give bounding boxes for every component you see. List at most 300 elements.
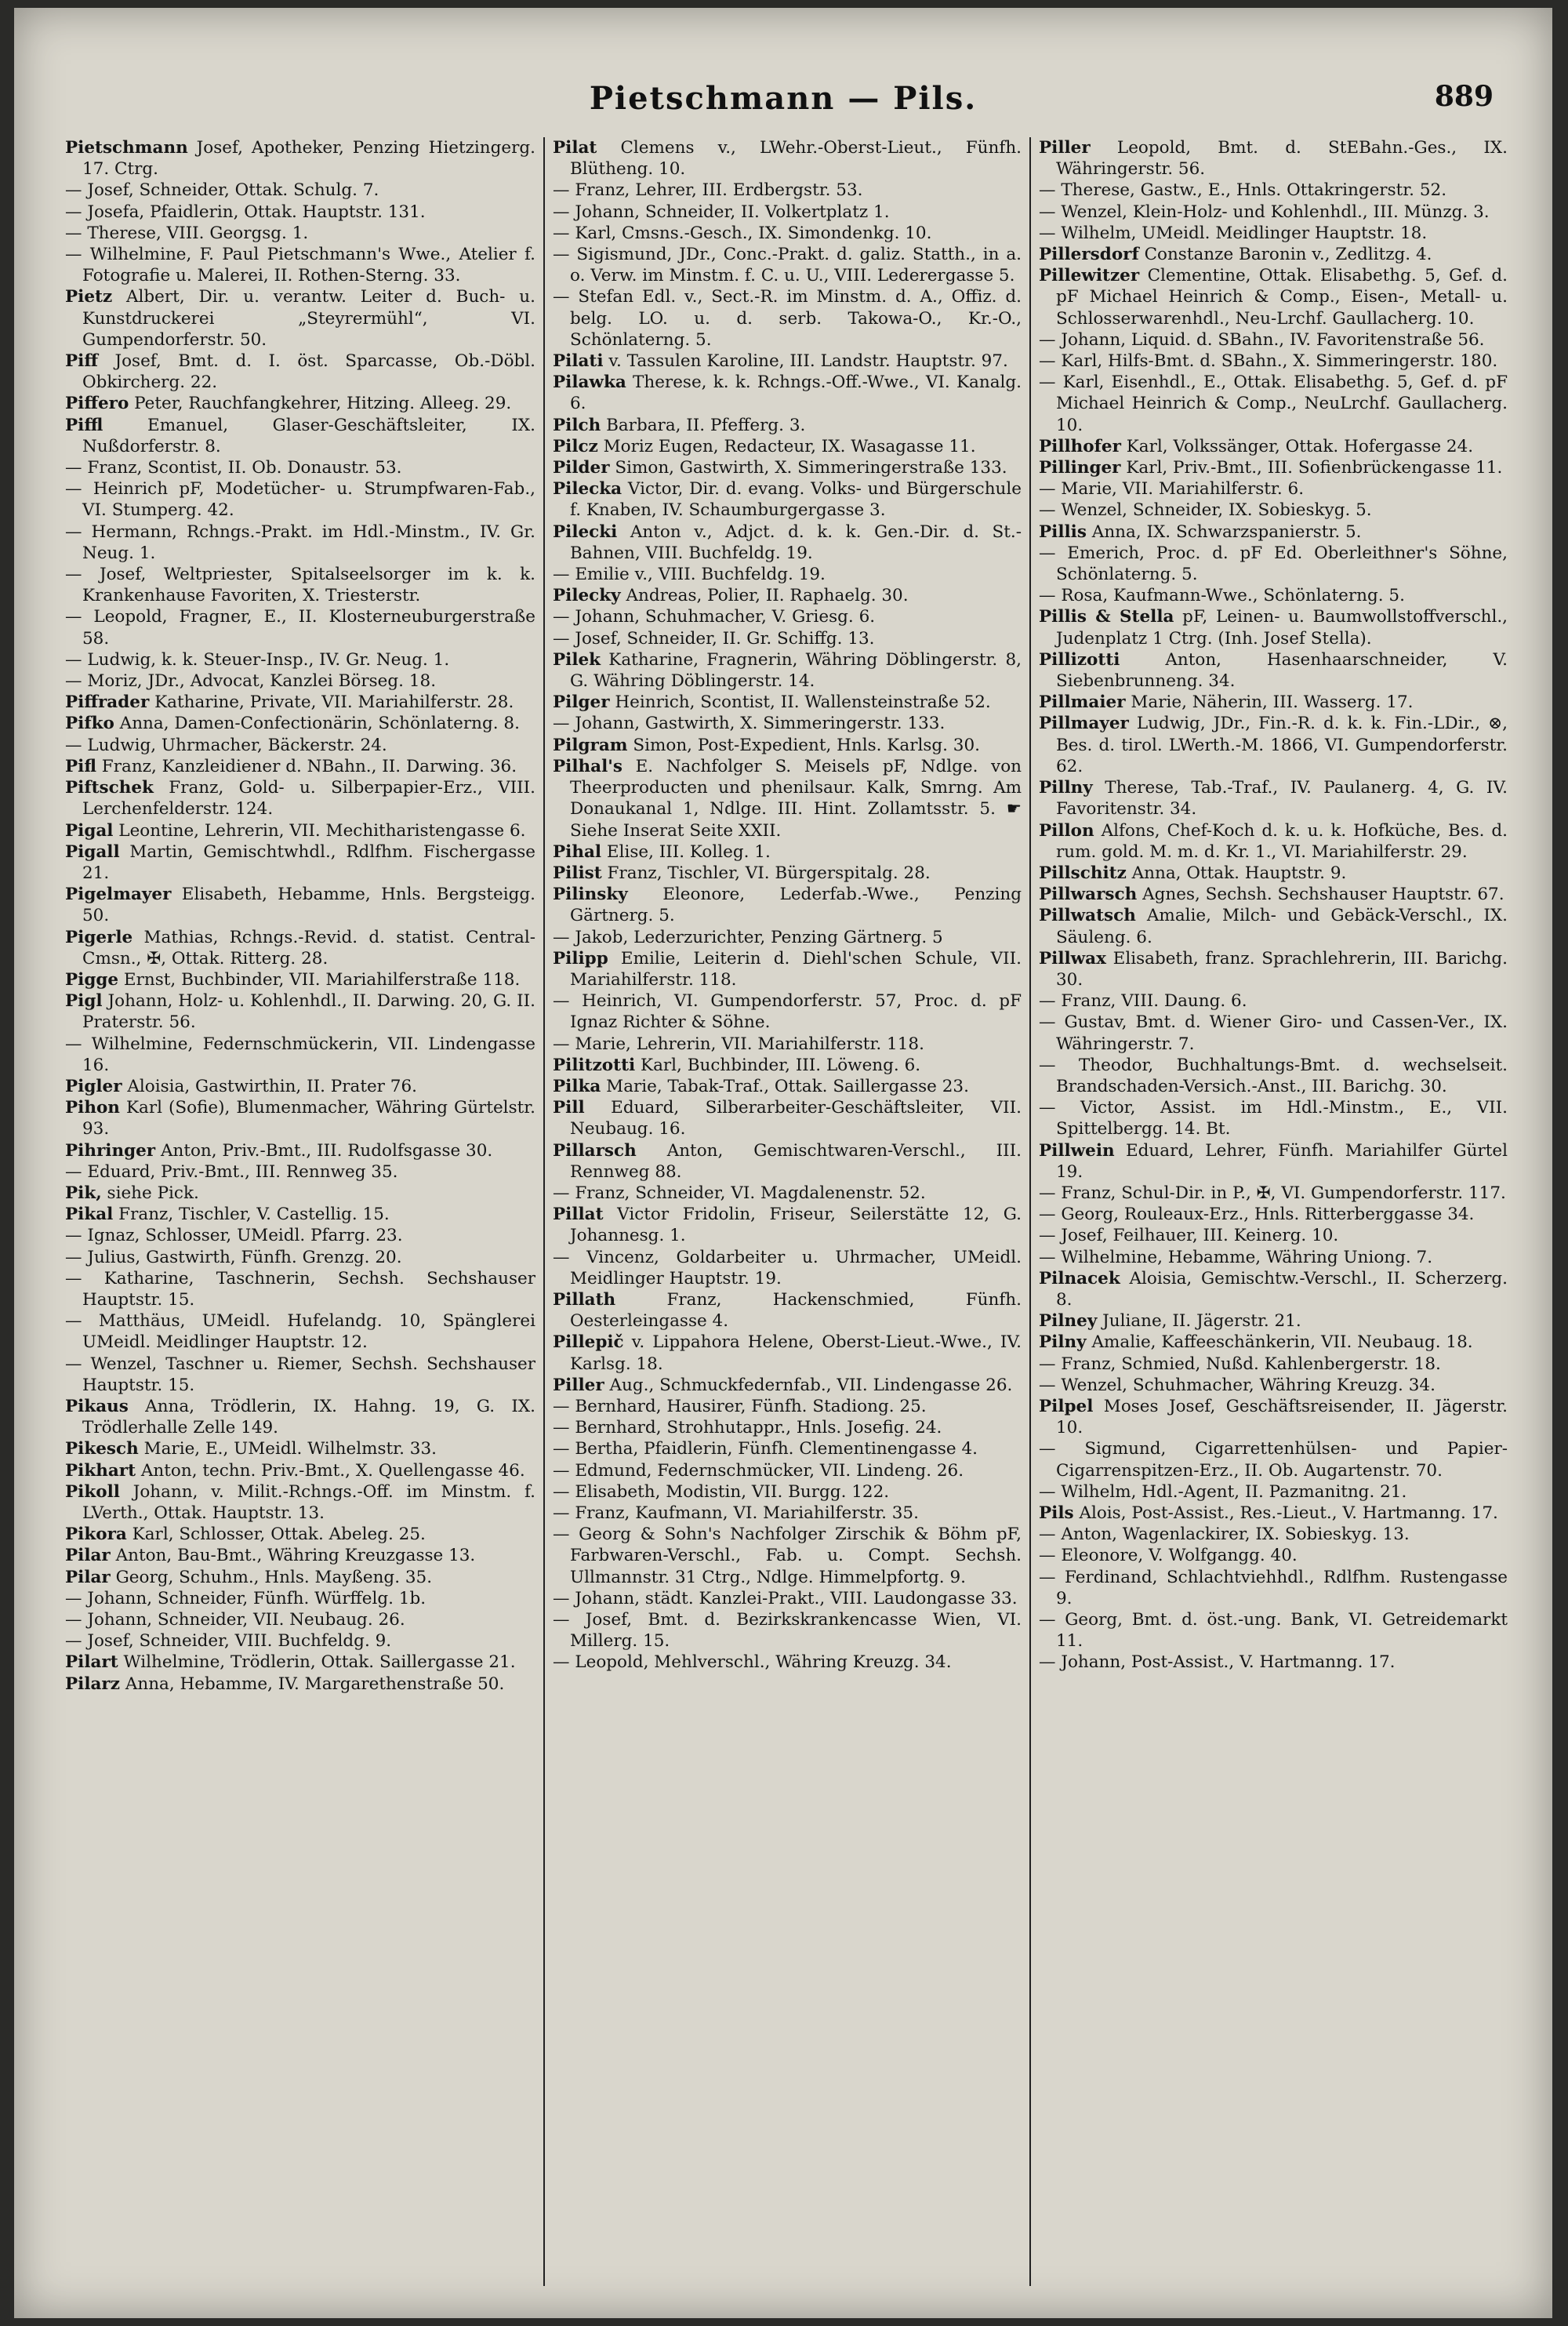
entry-details: Karl, Volkssänger, Ottak. Hofergasse 24. [1120,436,1474,456]
directory-entry [553,202,1022,223]
entry-surname: Pillwarsch [1039,885,1138,905]
entry-details: — Georg, Bmt. d. öst.-ung. Bank, VI. Getreidemarkt 11. [1039,1610,1508,1652]
directory-entry [1039,1503,1508,1524]
entry-surname: Pilist [553,863,602,883]
entry-surname: Pilecki [553,522,618,542]
directory-entry [553,735,1022,756]
entry-details: Clemens v., LWehr.-Oberst-Lieut., Fünfh. Blütheng. 10. [570,138,1022,180]
entry-details: — Edmund, Federnschmücker, VII. Lindeng. 26. [553,1460,964,1481]
entry-details: Josef, Apotheker, Penzing Hietzingerg. 17. Ctrg. [82,138,535,180]
entry-details: Constanze Baronin v., Zedlitzg. 4. [1138,245,1432,265]
directory-entry [1039,1567,1508,1609]
directory-entry [65,478,535,521]
directory-entry [1039,948,1508,990]
directory-entry [553,1503,1022,1524]
entry-details: — Johann, Schuhmacher, V. Griesg. 6. [553,607,876,627]
entry-details: — Johann, Gastwirth, X. Simmeringerstr. 133. [553,714,946,734]
directory-entry [553,223,1022,244]
entry-surname: Pilney [1039,1311,1098,1332]
directory-entry [65,457,535,478]
entry-details: — Wilhelmine, Federnschmückerin, VII. Lindengasse 16. [65,1034,535,1075]
directory-entry [65,1588,535,1609]
entry-details: — Bernhard, Strohhutappr., Hnls. Josefig. 24. [553,1418,942,1438]
directory-entry [65,756,535,777]
directory-entry [553,372,1022,414]
entry-details: Barbara, II. Pfefferg. 3. [601,415,806,435]
entry-details: Franz, Hackenschmied, Fünfh. Oesterleingasse 4. [570,1289,1022,1332]
entry-details: — Ignaz, Schlosser, UMeidl. Pfarrg. 23. [65,1226,403,1246]
entry-details: — Eleonore, V. Wolfgangg. 40. [1039,1546,1298,1566]
entry-surname: Pilhal's [553,756,622,776]
entry-surname: Pillepič [553,1332,624,1353]
directory-entry [65,1545,535,1566]
entry-details: — Wenzel, Taschner u. Riemer, Sechsh. Sechshauser Hauptstr. 15. [65,1354,535,1395]
directory-entry [1039,820,1508,863]
directory-entry [65,522,535,564]
directory-entry [65,1652,535,1673]
directory-entry [553,1204,1022,1246]
entry-details: — Therese, Gastw., E., Hnls. Ottakringerstr. 52. [1039,180,1447,201]
entry-details: Franz, Tischler, VI. Bürgerspitalg. 28. [601,863,931,883]
entry-surname: Pils [1039,1503,1074,1523]
entry-details: — Anton, Wagenlackirer, IX. Sobieskyg. 13. [1039,1525,1410,1545]
entry-surname: Pilar [65,1567,111,1587]
entry-details: — Leopold, Fragner, E., II. Klosterneuburgerstraße 58. [65,607,535,649]
entry-details: — Wilhelm, UMeidl. Meidlinger Hauptstr. 18. [1039,223,1428,243]
directory-entry [65,202,535,223]
directory-entry [1039,1545,1508,1566]
entry-surname: Pilek [553,649,601,670]
entry-details: Anton, techn. Priv.-Bmt., X. Quellengasse 46. [136,1460,525,1481]
entry-surname: Pillis [1039,522,1087,542]
entry-details: — Leopold, Mehlverschl., Währing Kreuzg. 34. [553,1652,952,1673]
directory-entry [65,1247,535,1268]
entry-surname: Pilawka [553,373,626,393]
entry-surname: Pikoll [65,1481,120,1502]
entry-details: Anton, Gemischtwaren-Verschl., III. Rennweg 88. [570,1140,1022,1182]
directory-entry [553,1097,1022,1139]
entry-surname: Pilch [553,415,601,435]
entry-details: Franz, Gold- u. Silberpapier-Erz., VIII. Lerchenfelderstr. 124. [82,778,535,820]
entry-surname: Piller [1039,138,1091,158]
entry-details: — Josef, Schneider, II. Gr. Schiffg. 13. [553,628,875,649]
directory-entry [1039,372,1508,436]
entry-surname: Pillersdorf [1039,245,1139,265]
directory-entry [65,969,535,990]
entry-details: Leopold, Bmt. d. StEBahn.-Ges., IX. Währingerstr. 56. [1056,138,1508,180]
entry-details: pF, Leinen- u. Baumwollstoffverschl., Judenplatz 1 Ctrg. (Inh. Josef Stella). [1056,607,1508,649]
directory-entry [65,1481,535,1524]
entry-details: — Wenzel, Schneider, IX. Sobieskyg. 5. [1039,500,1372,521]
directory-entry [65,927,535,969]
entry-details: — Karl, Cmsns.-Gesch., IX. Simondenkg. 10. [553,223,932,243]
directory-entry [65,244,535,286]
entry-details: — Franz, Lehrer, III. Erdbergstr. 53. [553,180,863,201]
page-number: 889 [1434,80,1494,113]
entry-details: — Therese, VIII. Georgsg. 1. [65,223,309,243]
entry-details: Aug., Schmuckfedernfab., VII. Lindengasse 26. [604,1375,1013,1395]
directory-entry [1039,1310,1508,1332]
directory-entry [65,671,535,692]
entry-details: Eduard, Silberarbeiter-Geschäftsleiter, VII. Neubaug. 16. [570,1098,1022,1139]
entry-details: Johann, Holz- u. Kohlenhdl., II. Darwing. 20, G. II. Praterstr. 56. [82,991,535,1033]
directory-entry [65,1609,535,1630]
page-header [14,80,1552,127]
entry-details: Katharine, Fragnerin, Währing Döblingerstr. 8, G. Währing Döblingerstr. 14. [570,649,1022,692]
directory-entry [65,1097,535,1139]
directory-entry [553,1034,1022,1055]
entry-surname: Pilarz [65,1674,120,1694]
directory-entry [65,841,535,884]
directory-entry [65,1183,535,1204]
directory-entry [65,1204,535,1225]
entry-details: — Wenzel, Klein-Holz- und Kohlenhdl., III. Münzg. 3. [1039,202,1490,222]
entry-details: — Moriz, JDr., Advocat, Kanzlei Börseg. 18. [65,671,437,692]
entry-surname: Pikaus [65,1396,129,1416]
entry-details: Juliane, II. Jägerstr. 21. [1097,1311,1301,1332]
directory-entry [1039,884,1508,905]
directory-entry [1039,1268,1508,1310]
entry-surname: Pietschmann [65,138,188,158]
entry-details: — Emilie v., VIII. Buchfeldg. 19. [553,565,826,585]
entry-details: Elisabeth, franz. Sprachlehrerin, III. Barichg. 30. [1056,948,1508,990]
directory-entry [65,137,535,180]
directory-entry [65,1438,535,1459]
directory-entry [65,735,535,756]
directory-entry [553,628,1022,649]
entry-details: Karl, Schlosser, Ottak. Abeleg. 25. [126,1525,426,1545]
entry-details: — Jakob, Lederzurichter, Penzing Gärtnerg. 5 [553,927,943,947]
directory-entry [553,1247,1022,1289]
directory-entry [1039,1055,1508,1097]
entry-surname: Pilinsky [553,885,628,905]
entry-details: Elise, III. Kolleg. 1. [601,841,771,862]
entry-details: — Marie, Lehrerin, VII. Mariahilferstr. 118. [553,1034,924,1054]
entry-details: Anton, Hasenhaarschneider, V. Siebenbrunneng. 34. [1056,649,1508,692]
entry-surname: Pigge [65,969,119,990]
directory-entry [65,180,535,201]
entry-details: v. Lippahora Helene, Oberst-Lieut.-Wwe., IV. Karlsg. 18. [570,1332,1022,1374]
entry-surname: Pietz [65,287,113,307]
entry-details: Marie, Tabak-Traf., Ottak. Saillergasse 23. [601,1076,969,1096]
directory-entry [553,564,1022,585]
directory-entry [1039,265,1508,329]
entry-details: Anna, Ottak. Hauptstr. 9. [1126,863,1347,883]
directory-entry [553,713,1022,734]
entry-details: — Josef, Weltpriester, Spitalseelsorger im k. k. Krankenhause Favoriten, X. Triesterstr. [65,565,535,606]
entry-surname: Pigelmayer [65,885,172,905]
directory-entry [1039,436,1508,457]
entry-details: — Georg, Rouleaux-Erz., Hnls. Ritterberggasse 34. [1039,1205,1475,1225]
directory-entry [553,1588,1022,1609]
entry-details: — Sigmund, Cigarrettenhülsen- und Papier-Cigarrenspitzen-Erz., II. Ob. Augartenstr. 70. [1039,1439,1508,1481]
directory-entry [65,777,535,820]
directory-entry [65,1161,535,1183]
entry-details: Amalie, Kaffeeschänkerin, VII. Neubaug. 18. [1086,1332,1473,1353]
entry-surname: Pillon [1039,820,1094,841]
entry-details: — Josef, Schneider, Ottak. Schulg. 7. [65,180,379,201]
entry-surname: Pilgram [553,735,628,755]
directory-entry [1039,585,1508,606]
directory-entry [553,585,1022,606]
entry-surname: Pilart [65,1652,118,1673]
entry-details: Moses Josef, Geschäftsreisender, II. Jägerstr. 10. [1056,1396,1508,1438]
entry-surname: Pillinger [1039,458,1121,478]
directory-entry [553,884,1022,926]
directory-entry [1039,692,1508,713]
entry-details: Clementine, Ottak. Elisabethg. 5, Gef. d. pF Michael Heinrich & Comp., Eisen-, Metall- u. Schlosserwarenhdl., Neu-Lrchf. Gaullacherg. 10. [1056,266,1508,329]
entry-details: Aloisia, Gastwirthin, II. Prater 76. [122,1076,417,1096]
entry-details: — Johann, Schneider, VII. Neubaug. 26. [65,1610,405,1630]
entry-surname: Pillwatsch [1039,906,1136,926]
directory-entry [1039,351,1508,372]
directory-entry [1039,606,1508,649]
directory-page [14,8,1552,2318]
directory-entry [65,415,535,457]
directory-entry [553,1417,1022,1438]
entry-details: — Sigismund, JDr., Conc.-Prakt. d. galiz. Statth., in a. o. Verw. im Minstm. f. C. u. U., VIII. Lederergasse 5. [553,245,1022,286]
entry-details: Agnes, Sechsh. Sechshauser Hauptstr. 67. [1137,885,1504,905]
entry-details: — Matthäus, UMeidl. Hufelandg. 10, Spänglerei UMeidl. Meidlinger Hauptstr. 12. [65,1311,535,1353]
directory-entry [1039,329,1508,351]
entry-surname: Pilitzotti [553,1055,636,1075]
entry-details: Franz, Tischler, V. Castellig. 15. [113,1205,390,1225]
entry-surname: Pilger [553,692,610,713]
entry-details: Katharine, Private, VII. Mariahilferstr. 28. [149,692,514,713]
entry-details: Elisabeth, Hebamme, Hnls. Bergsteigg. 50. [82,885,535,926]
entry-surname: Piffrader [65,692,150,713]
directory-entry [1039,1097,1508,1139]
entry-details: Ernst, Buchbinder, VII. Mariahilferstraße 118. [118,969,521,990]
entry-surname: Pihon [65,1098,120,1118]
directory-entry [553,927,1022,948]
entry-details: — Theodor, Buchhaltungs-Bmt. d. wechselseit. Brandschaden-Versich.-Anst., III. Barichg. 30. [1039,1055,1508,1096]
entry-surname: Pigerle [65,927,133,947]
directory-entry [1039,137,1508,180]
directory-entry [65,1268,535,1310]
entry-details: Peter, Rauchfangkehrer, Hitzing. Alleeg. 29. [129,394,512,414]
entry-details: — Katharine, Taschnerin, Sechsh. Sechshauser Hauptstr. 15. [65,1268,535,1310]
directory-entry [553,948,1022,990]
directory-entry [65,990,535,1033]
entry-details: Anton, Bau-Bmt., Währing Kreuzgasse 13. [110,1546,476,1566]
entry-details: — Johann, Post-Assist., V. Hartmanng. 17. [1039,1652,1396,1673]
entry-surname: Pik, [65,1183,102,1203]
directory-entry [1039,1332,1508,1353]
entry-surname: Pilpel [1039,1396,1094,1416]
directory-entry [65,1034,535,1076]
entry-details: — Marie, VII. Mariahilferstr. 6. [1039,479,1305,500]
entry-surname: Pilati [553,351,604,372]
directory-entry [553,756,1022,841]
entry-surname: Pilcz [553,436,598,456]
entry-surname: Pikora [65,1525,127,1545]
directory-entry [553,649,1022,692]
entry-details: — Wilhelmine, F. Paul Pietschmann's Wwe., Atelier f. Fotografie u. Malerei, II. Rothen-Sterng. 33. [65,245,535,286]
entry-surname: Pikhart [65,1460,136,1481]
entry-surname: Pikesch [65,1439,139,1459]
entry-surname: Pifl [65,756,96,776]
directory-entry [553,137,1022,180]
entry-details: Anton v., Adjct. d. k. k. Gen.-Dir. d. St.-Bahnen, VIII. Buchfeldg. 19. [570,522,1022,563]
directory-entry [553,1332,1022,1374]
running-head: Pietschmann — Pils. [589,80,978,117]
directory-entry [553,1289,1022,1332]
entry-details: Karl, Buchbinder, III. Löweng. 6. [635,1055,921,1075]
entry-surname: Pillhofer [1039,436,1121,456]
directory-entry [65,223,535,244]
entry-surname: Pill [553,1098,585,1118]
entry-surname: Pilder [553,458,610,478]
entry-surname: Pillarsch [553,1140,637,1161]
directory-entry [1039,522,1508,543]
directory-entry [65,820,535,841]
entry-details: — Franz, Kaufmann, VI. Mariahilferstr. 35. [553,1503,919,1523]
directory-entry [65,1076,535,1097]
entry-details: Emanuel, Glaser-Geschäftsleiter, IX. Nußdorferstr. 8. [82,415,535,456]
entry-details: Marie, E., UMeidl. Wilhelmstr. 33. [138,1439,437,1459]
directory-entry [1039,1204,1508,1225]
directory-entry [553,522,1022,564]
entry-details: Simon, Post-Expedient, Hnls. Karlsg. 30. [627,735,980,755]
entry-details: — Bernhard, Hausirer, Fünfh. Stadiong. 25. [553,1396,927,1416]
entry-details: — Johann, Schneider, II. Volkertplatz 1. [553,202,890,222]
directory-entry [1039,478,1508,500]
entry-details: — Josef, Feilhauer, III. Keinerg. 10. [1039,1226,1339,1246]
entry-details: — Ludwig, Uhrmacher, Bäckerstr. 24. [65,735,387,755]
entry-surname: Pifko [65,714,114,734]
entry-details: — Bertha, Pfaidlerin, Fünfh. Clementinengasse 4. [553,1439,978,1459]
entry-details: — Georg & Sohn's Nachfolger Zirschik & Böhm pF, Farbwaren-Verschl., Fab. u. Compt. Sechsh. Ullmannstr. 31 Ctrg., Ndlge. Himmelpfortg. 9. [553,1525,1022,1587]
entry-details: — Wenzel, Schuhmacher, Währing Kreuzg. 34. [1039,1375,1436,1395]
entry-surname: Pikal [65,1205,114,1225]
directory-entry [553,436,1022,457]
entry-surname: Piff [65,351,98,372]
entry-surname: Pilecka [553,479,622,500]
entry-details: Victor Fridolin, Friseur, Seilerstätte 12, G. Johannesg. 1. [570,1205,1022,1246]
entry-surname: Pillny [1039,778,1093,798]
directory-entry [553,1652,1022,1673]
directory-entry [1039,180,1508,201]
directory-entry [553,606,1022,627]
entry-details: — Franz, Schmied, Nußd. Kahlenbergerstr. 18. [1039,1354,1441,1374]
entry-surname: Pillwein [1039,1140,1115,1161]
entry-details: — Victor, Assist. im Hdl.-Minstm., E., VII. Spittelbergg. 14. Bt. [1039,1098,1508,1139]
entry-details: — Johann, städt. Kanzlei-Prakt., VIII. Laudongasse 33. [553,1588,1018,1608]
directory-entry [65,1630,535,1652]
entry-details: Aloisia, Gemischtw.-Verschl., II. Scherzerg. 8. [1056,1268,1508,1310]
entry-details: — Elisabeth, Modistin, VII. Burgg. 122. [553,1481,890,1502]
entry-details: Eleonore, Lederfab.-Wwe., Penzing Gärtnerg. 5. [570,885,1022,926]
entry-details: Victor, Dir. d. evang. Volks- und Bürgerschule f. Knaben, IV. Schaumburgergasse 3. [570,479,1022,521]
directory-entry [553,1055,1022,1076]
entry-details: — Stefan Edl. v., Sect.-R. im Minstm. d. A., Offiz. d. belg. LO. u. d. serb. Takowa-O., Kr.-O., Schönlaterng. 5. [553,287,1022,350]
entry-details: — Karl, Hilfs-Bmt. d. SBahn., X. Simmeringerstr. 180. [1039,351,1498,372]
directory-entry [1039,202,1508,223]
directory-entry [65,351,535,393]
directory-entry [1039,457,1508,478]
directory-entry [553,841,1022,863]
entry-surname: Pilecky [553,586,621,606]
entry-details: — Franz, Schneider, VI. Magdalenenstr. 52. [553,1183,926,1203]
entry-details: E. Nachfolger S. Meisels pF, Ndlge. von Theerproducten und phenilsaur. Kalk, Smrng. Am Donaukanal 1, Ndlge. III. Hint. Zollamtsstr. 5. ☛ Siehe Inserat Seite XXII. [570,756,1022,841]
entry-surname: Pillewitzer [1039,266,1140,286]
entry-surname: Pihringer [65,1140,156,1161]
directory-entry [65,1674,535,1695]
entry-details: — Vincenz, Goldarbeiter u. Uhrmacher, UMeidl. Meidlinger Hauptstr. 19. [553,1247,1022,1288]
directory-entry [553,244,1022,286]
directory-entry [1039,543,1508,585]
directory-entry [65,606,535,649]
directory-entry [553,1183,1022,1204]
directory-entry [65,1354,535,1396]
directory-entry [65,564,535,606]
directory-entry [65,713,535,734]
entry-details: Marie, Näherin, III. Wasserg. 17. [1125,692,1414,713]
entry-surname: Pihal [553,841,602,862]
directory-entry [1039,1247,1508,1268]
directory-entry [65,1140,535,1161]
directory-entry [1039,1140,1508,1183]
entry-details: — Julius, Gastwirth, Fünfh. Grenzg. 20. [65,1247,402,1267]
entry-details: Martin, Gemischtwhdl., Rdlfhm. Fischergasse 21. [82,841,535,883]
entry-details: — Emerich, Proc. d. pF Ed. Oberleithner's Söhne, Schönlaterng. 5. [1039,543,1508,585]
entry-details: — Wilhelm, Hdl.-Agent, II. Pazmanitng. 21. [1039,1481,1407,1502]
directory-entry [1039,1609,1508,1652]
entry-surname: Pillmayer [1039,714,1129,734]
directory-entry [65,1567,535,1588]
entry-surname: Pillat [553,1205,604,1225]
entry-details: Eduard, Lehrer, Fünfh. Mariahilfer Gürtel 19. [1056,1140,1508,1182]
directory-entry [553,1609,1022,1652]
entry-details: — Eduard, Priv.-Bmt., III. Rennweg 35. [65,1161,398,1182]
entry-details: Therese, k. k. Rchngs.-Off.-Wwe., VI. Kanalg. 6. [570,373,1022,414]
entry-surname: Pilka [553,1076,601,1096]
entry-details: Wilhelmine, Trödlerin, Ottak. Saillergasse 21. [118,1652,516,1673]
entry-details: — Heinrich, VI. Gumpendorferstr. 57, Proc. d. pF Ignaz Richter & Söhne. [553,991,1022,1033]
directory-entry [1039,1524,1508,1545]
entry-surname: Pillmaier [1039,692,1126,713]
directory-entry [65,649,535,671]
directory-entry [553,990,1022,1033]
directory-entry [1039,777,1508,820]
entry-details: Heinrich, Scontist, II. Wallensteinstraße 52. [609,692,991,713]
directory-entry [1039,1652,1508,1673]
entry-details: — Ludwig, k. k. Steuer-Insp., IV. Gr. Neug. 1. [65,649,450,670]
directory-entry [65,286,535,351]
directory-entry [553,1375,1022,1396]
entry-details: Emilie, Leiterin d. Diehl'schen Schule, VII. Mariahilferstr. 118. [570,948,1022,990]
directory-entry [1039,1012,1508,1054]
entry-surname: Pigler [65,1076,122,1096]
entry-details: Georg, Schuhm., Hnls. Mayßeng. 35. [110,1567,433,1587]
entry-details: Alfons, Chef-Koch d. k. u. k. Hofküche, Bes. d. rum. gold. M. m. d. Kr. 1., VI. Mariahilferstr. 29. [1056,820,1508,862]
entry-surname: Pilar [65,1546,111,1566]
entry-details: — Franz, VIII. Daung. 6. [1039,991,1247,1012]
entry-details: — Josef, Schneider, VIII. Buchfeldg. 9. [65,1631,392,1652]
entry-details: — Rosa, Kaufmann-Wwe., Schönlaterng. 5. [1039,586,1405,606]
entry-details: Karl (Sofie), Blumenmacher, Währing Gürtelstr. 93. [82,1098,535,1139]
entry-details: Moriz Eugen, Redacteur, IX. Wasagasse 11. [597,436,976,456]
directory-entry [65,1460,535,1481]
entry-details: — Hermann, Rchngs.-Prakt. im Hdl.-Minstm., IV. Gr. Neug. 1. [65,522,535,563]
entry-details: — Franz, Scontist, II. Ob. Donaustr. 53. [65,458,402,478]
entry-details: Albert, Dir. u. verantw. Leiter d. Buch- u. Kunstdruckerei „Steyrermühl“, VI. Gumpendorferstr. 50. [82,287,535,350]
entry-surname: Piftschek [65,778,154,798]
directory-entry [553,478,1022,521]
entry-surname: Pillschitz [1039,863,1127,883]
directory-entry [1039,1396,1508,1438]
